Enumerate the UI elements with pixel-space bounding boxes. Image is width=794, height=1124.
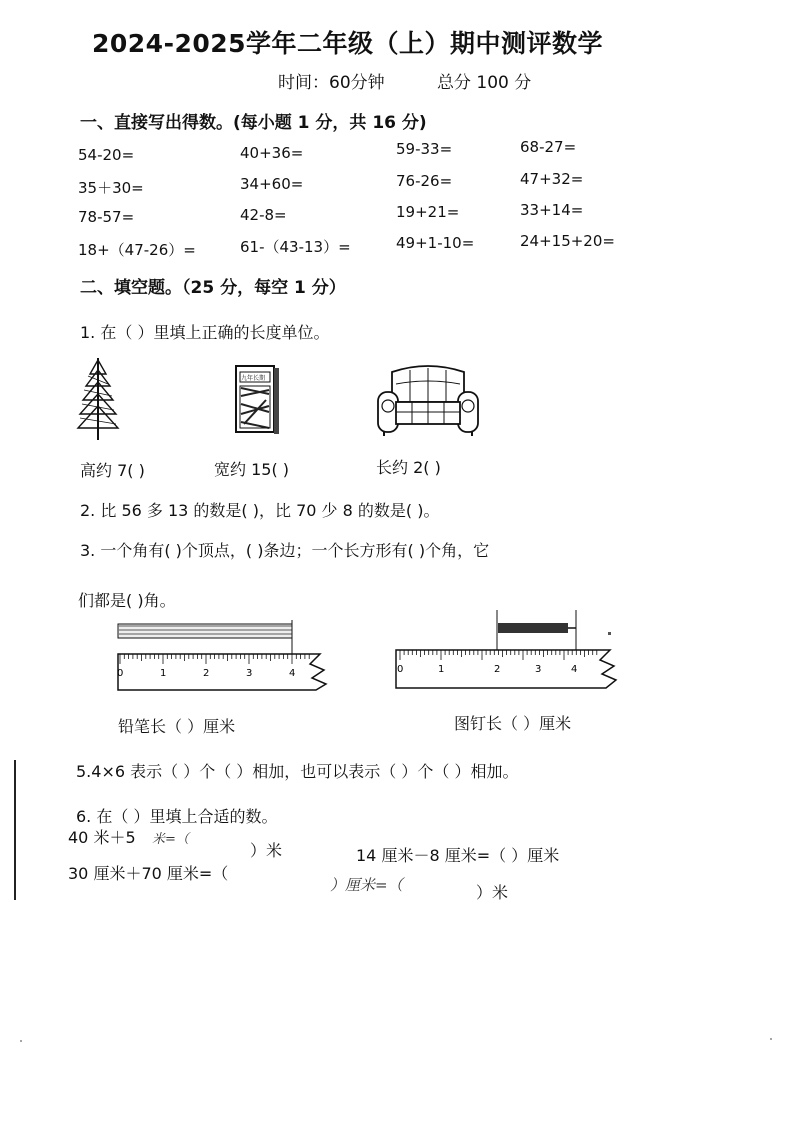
q5-text: 5.4×6 表示（ ）个（ ）相加，也可以表示（ ）个（ ）相加。 (76, 762, 519, 781)
calc-item: 33+14= (520, 201, 584, 219)
sofa-picture (376, 362, 480, 438)
calc-item: 61-（43-13）= (240, 238, 351, 256)
q4-pushpin-blank: 图钉长（ ）厘米 (454, 714, 572, 733)
calc-item: 18+（47-26）= (78, 241, 196, 259)
calc-item: 76-26= (396, 172, 453, 190)
q3-text-line1: 3. 一个角有( )个顶点，( )条边；一个长方形有( )个角，它 (80, 541, 490, 560)
ruler1-tick-label: 1 (160, 668, 167, 679)
calc-item: 59-33= (396, 140, 453, 158)
book-cover-title: 九年长期 (241, 375, 266, 382)
scan-speck (770, 1038, 772, 1040)
q1-sofa-blank: 长约 2( ) (376, 458, 441, 477)
calc-item: 49+1-10= (396, 234, 475, 252)
ruler2-tick-label: 0 (397, 664, 404, 675)
calc-item: 68-27= (520, 138, 577, 156)
calc-item: 40+36= (240, 144, 304, 162)
ruler1-tick-label: 2 (203, 668, 210, 679)
q6-line2-part2: ）厘米=（ (330, 876, 403, 894)
tree-picture (76, 356, 120, 442)
q6-line1-part3: ）米 (250, 841, 283, 860)
ruler2-tick-label: 3 (535, 664, 542, 675)
q6-text: 6. 在（ ）里填上合适的数。 (76, 807, 278, 826)
section1-heading: 一、直接写出得数。(每小题 1 分，共 16 分) (80, 113, 427, 133)
pushpin-ruler-figure (390, 606, 626, 696)
calc-item: 42-8= (240, 206, 287, 224)
q6-line1-part1: 40 米＋5 (68, 828, 136, 847)
q3-text-line2: 们都是( )角。 (78, 591, 176, 610)
calc-item: 54-20= (78, 146, 135, 164)
q6-line2-part3: ）米 (476, 883, 509, 902)
pencil-ruler-figure (110, 618, 340, 694)
ruler1-tick-label: 4 (289, 668, 296, 679)
calc-item: 24+15+20= (520, 232, 615, 250)
q6-line2-part1: 30 厘米＋70 厘米=（ (68, 864, 229, 883)
q6-line1-part2: 米=（ (152, 832, 189, 847)
calc-item: 19+21= (396, 203, 460, 221)
q1-tree-blank: 高约 7( ) (80, 461, 145, 480)
ruler1-tick-label: 0 (117, 668, 124, 679)
scan-speck (20, 1040, 22, 1042)
ruler2-tick-label: 1 (438, 664, 445, 675)
ruler1-tick-label: 3 (246, 668, 253, 679)
q1-book-blank: 宽约 15( ) (214, 460, 290, 479)
section2-heading: 二、填空题。（25 分，每空 1 分） (80, 278, 346, 298)
calc-item: 35＋30= (78, 179, 144, 197)
exam-total-score: 总分 100 分 (437, 73, 532, 93)
exam-time: 时间：60分钟 (278, 73, 385, 93)
page-title: 2024-2025学年二年级（上）期中测评数学 (92, 29, 604, 58)
calc-item: 47+32= (520, 170, 584, 188)
q6-right-item: 14 厘米－8 厘米=（ ）厘米 (356, 846, 560, 865)
ruler2-tick-label: 4 (571, 664, 578, 675)
q2-text: 2. 比 56 多 13 的数是( )，比 70 少 8 的数是( )。 (80, 501, 440, 520)
scan-edge-line (14, 760, 16, 900)
q1-text: 1. 在（ ）里填上正确的长度单位。 (80, 323, 330, 342)
ruler2-tick-label: 2 (494, 664, 501, 675)
calc-item: 78-57= (78, 208, 135, 226)
q4-pencil-blank: 铅笔长（ ）厘米 (118, 717, 236, 736)
calc-item: 34+60= (240, 175, 304, 193)
